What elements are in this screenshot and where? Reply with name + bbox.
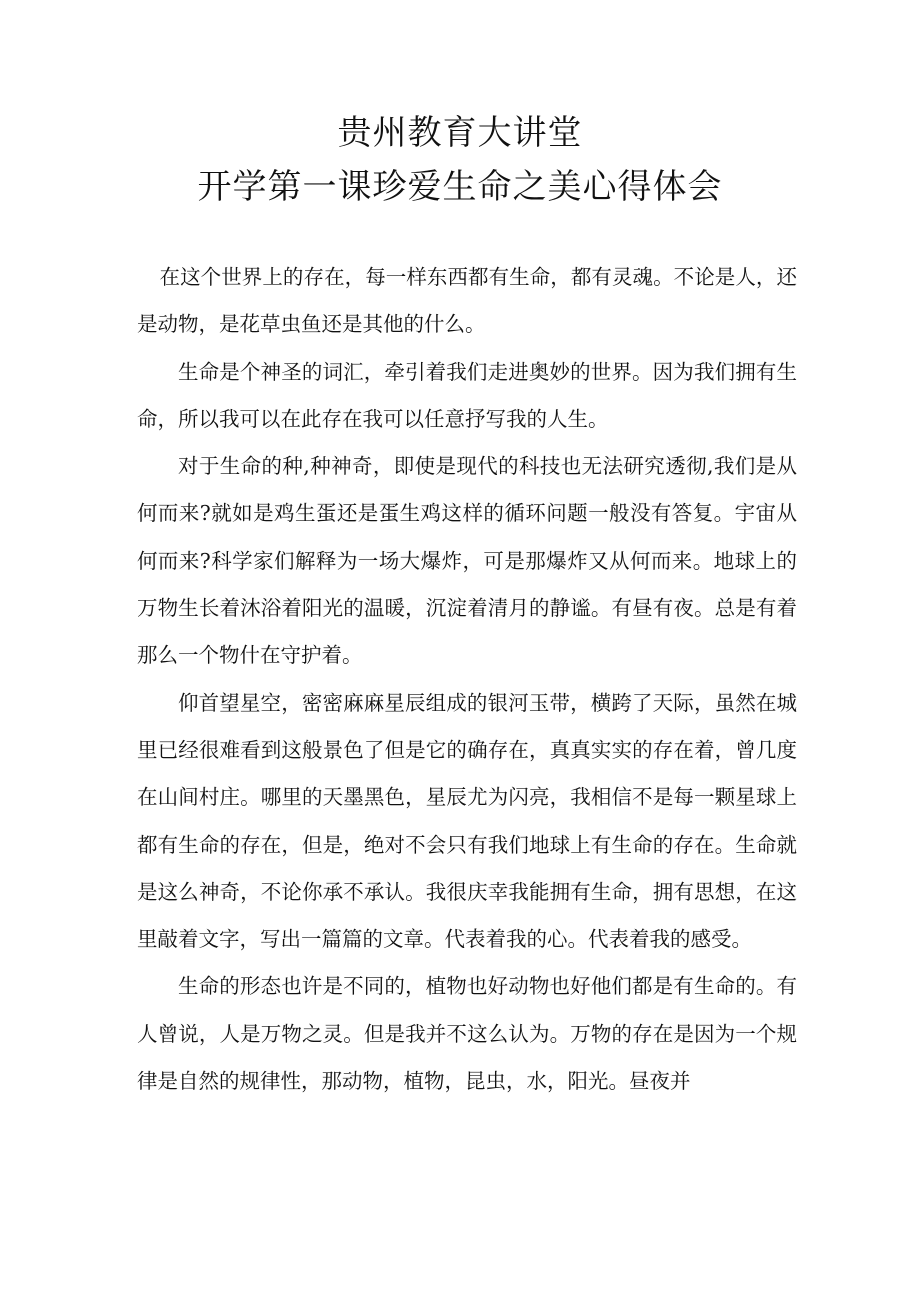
paragraph-3: 对于生命的种,种神奇，即使是现代的科技也无法研究透彻,我们是从何而来?就如是鸡生蛋还是蛋生鸡这样的循环问题一般没有答复。宇宙从何而来?科学家们解释为一场大爆炸，可是那爆炸又从何而来。地球上的万物生长着沐浴着阳光的温暖，沉淀着清月的静谧。有昼有夜。总是有着那么一个物什在守护着。 [137, 454, 797, 668]
paragraph-2: 生命是个神圣的词汇，牵引着我们走进奥妙的世界。因为我们拥有生命，所以我可以在此存在我可以任意抒写我的人生。 [137, 359, 797, 431]
paragraph-1: 在这个世界上的存在，每一样东西都有生命，都有灵魂。不论是人，还是动物，是花草虫鱼还是其他的什么。 [137, 265, 797, 337]
document-body [137, 254, 797, 1105]
title-line-2: 开学第一课珍爱生命之美心得体会 [197, 167, 723, 207]
paragraph-5: 生命的形态也许是不同的，植物也好动物也好他们都是有生命的。有人曾说，人是万物之灵。但是我并不这么认为。万物的存在是因为一个规律是自然的规律性，那动物，植物，昆虫，水，阳光。昼夜并 [137, 974, 797, 1094]
document-title [0, 106, 920, 214]
paragraph-4: 仰首望星空，密密麻麻星辰组成的银河玉带，横跨了天际，虽然在城里已经很难看到这般景色了但是它的确存在，真真实实的存在着，曾几度在山间村庄。哪里的天墨黑色，星辰尤为闪亮，我相信不是每一颗星球上都有生命的存在，但是，绝对不会只有我们地球上有生命的存在。生命就是这么神奇，不论你承不承认。我很庆幸我能拥有生命，拥有思想，在这里敲着文字，写出一篇篇的文章。代表着我的心。代表着我的感受。 [137, 690, 797, 952]
title-line-1: 贵州教育大讲堂 [337, 113, 583, 153]
